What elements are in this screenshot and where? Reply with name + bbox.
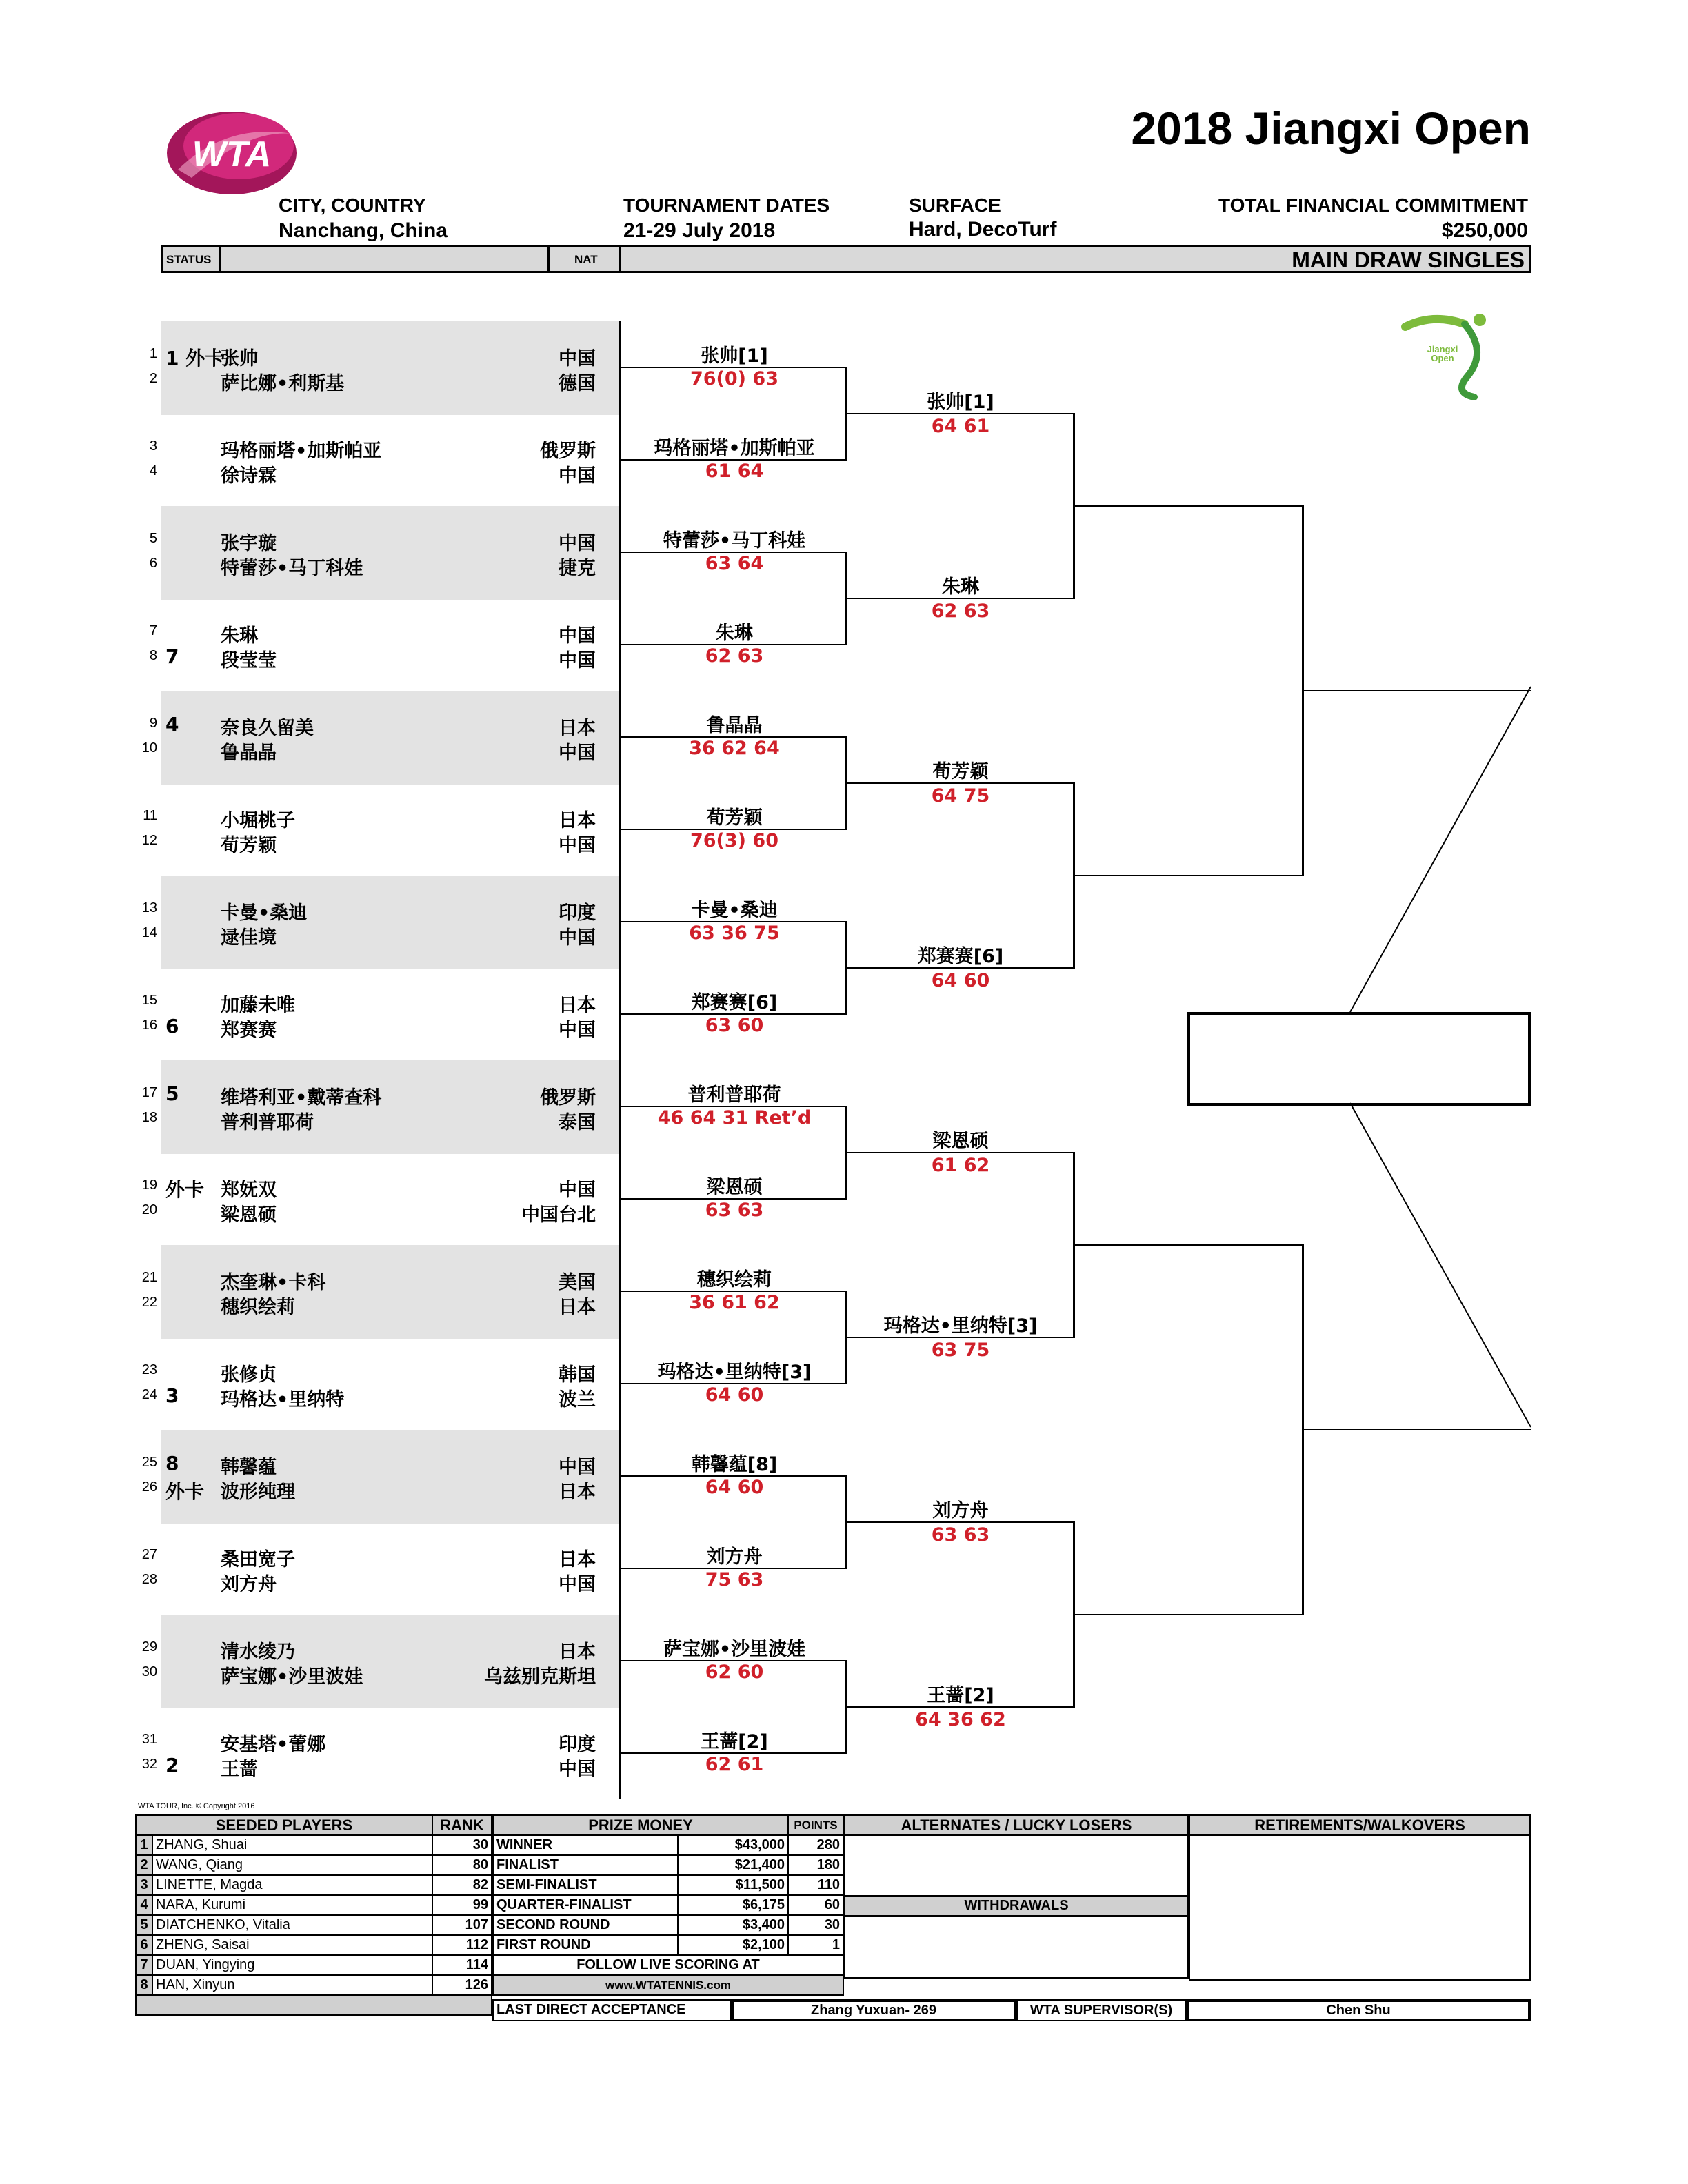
- round2-winner: 卡曼•桑迪: [691, 900, 778, 921]
- player-number: 18: [141, 1110, 157, 1125]
- prize-money: $43,000: [678, 1835, 788, 1855]
- seed-name: ZHENG, Saisai: [152, 1935, 432, 1955]
- draw-line: [1073, 875, 1303, 876]
- quarterfinal-winner: 朱琳: [942, 576, 979, 598]
- player-name: 郑赛赛: [221, 1020, 277, 1041]
- draw-line: [847, 782, 1074, 784]
- player-name: 郑妩双: [221, 1180, 277, 1201]
- player-nationality: 中国: [559, 1759, 596, 1780]
- draw-line: [847, 1521, 1074, 1523]
- quarterfinal-winner: 郑赛赛[6]: [917, 946, 1004, 967]
- draw-line: [847, 413, 1074, 414]
- player-number: 17: [141, 1085, 157, 1100]
- surface-label: SURFACE: [909, 194, 1001, 216]
- city-label: CITY, COUNTRY: [279, 194, 426, 216]
- player-name: 加藤未唯: [221, 995, 295, 1016]
- round2-score: 46 64 31 Ret’d: [657, 1107, 812, 1129]
- quarterfinal-score: 63 75: [931, 1339, 990, 1361]
- player-nationality: 日本: [559, 995, 596, 1016]
- player-name: 小堀桃子: [221, 810, 295, 831]
- player-number: 3: [149, 438, 157, 454]
- seed-number: 1: [136, 1835, 152, 1855]
- player-seed: 外卡: [165, 1480, 205, 1503]
- player-nationality: 印度: [559, 1734, 596, 1755]
- round2-score: 76(3) 60: [690, 830, 778, 851]
- round2-score: 63 64: [705, 553, 764, 574]
- seed-rank: 126: [432, 1975, 492, 1995]
- retirements-table: [1189, 1814, 1531, 1981]
- player-number: 4: [149, 463, 157, 478]
- seed-number: 5: [136, 1915, 152, 1935]
- player-name: 徐诗霖: [221, 465, 277, 487]
- nat-cell: [547, 245, 621, 273]
- round2-score: 62 61: [705, 1754, 764, 1775]
- round2-winner: 玛格达•里纳特[3]: [657, 1362, 812, 1383]
- wta-url[interactable]: www.WTATENNIS.com: [493, 1975, 843, 1995]
- prize-money: $11,500: [678, 1875, 788, 1895]
- draw-line: [1073, 1244, 1303, 1246]
- seed-number: 8: [136, 1975, 152, 1995]
- prize-points: 30: [788, 1915, 843, 1935]
- player-name: 普利普耶荷: [221, 1112, 314, 1133]
- player-name: 玛格丽塔•加斯帕亚: [221, 441, 382, 462]
- player-number: 28: [141, 1572, 157, 1587]
- player-seed: 1 外卡: [165, 347, 225, 370]
- player-nationality: 中国: [559, 1020, 596, 1041]
- player-name: 萨宝娜•沙里波娃: [221, 1666, 363, 1688]
- round2-score: 64 60: [705, 1384, 764, 1406]
- player-number: 19: [141, 1177, 157, 1193]
- prize-points: 180: [788, 1855, 843, 1875]
- seeded-player-row: [136, 1915, 492, 1935]
- seed-name: HAN, Xinyun: [152, 1975, 432, 1995]
- seed-rank: 80: [432, 1855, 492, 1875]
- quarterfinal-winner: 张帅[1]: [927, 392, 994, 413]
- quarterfinal-score: 64 75: [931, 785, 990, 807]
- player-name: 波形纯理: [221, 1482, 295, 1503]
- retirements-header: RETIREMENTS/WALKOVERS: [1189, 1815, 1530, 1835]
- round2-score: 75 63: [705, 1569, 764, 1590]
- player-nationality: 美国: [559, 1272, 596, 1293]
- player-seed: 6: [165, 1015, 179, 1038]
- prize-money: $21,400: [678, 1855, 788, 1875]
- round2-winner: 朱琳: [716, 623, 753, 644]
- player-name: 维塔利亚•戴蒂查科: [221, 1087, 382, 1109]
- round2-winner: 刘方舟: [706, 1546, 763, 1568]
- player-number: 31: [141, 1732, 157, 1747]
- player-nationality: 俄罗斯: [540, 1087, 596, 1109]
- prize-round: FINALIST: [493, 1855, 678, 1875]
- player-nationality: 乌兹别克斯坦: [484, 1666, 596, 1688]
- status-cell: [161, 245, 221, 273]
- points-header: POINTS: [788, 1815, 843, 1835]
- player-number: 2: [149, 371, 157, 386]
- player-number: 23: [141, 1362, 157, 1377]
- quarterfinal-winner: 梁恩硕: [932, 1131, 989, 1152]
- player-number: 21: [141, 1270, 157, 1285]
- round2-score: 36 61 62: [689, 1292, 780, 1313]
- quarterfinal-score: 64 61: [931, 416, 990, 437]
- seeded-header: SEEDED PLAYERS: [136, 1815, 432, 1835]
- seed-number: 7: [136, 1955, 152, 1975]
- seeded-player-row: [136, 1835, 492, 1855]
- draw-line: [847, 1337, 1074, 1338]
- player-number: 15: [141, 993, 157, 1008]
- player-number: 1: [149, 346, 157, 361]
- seed-rank: 82: [432, 1875, 492, 1895]
- dates-label: TOURNAMENT DATES: [623, 194, 830, 216]
- quarterfinal-score: 61 62: [931, 1155, 990, 1176]
- player-number: 29: [141, 1639, 157, 1655]
- player-nationality: 日本: [559, 1297, 596, 1318]
- player-number: 6: [149, 556, 157, 571]
- player-number: 26: [141, 1479, 157, 1495]
- wta-logo: [164, 109, 299, 197]
- copyright: WTA TOUR, Inc. © Copyright 2016: [138, 1802, 255, 1810]
- prize-row: [493, 1875, 843, 1895]
- player-name: 刘方舟: [221, 1574, 277, 1595]
- seed-name: DUAN, Yingying: [152, 1955, 432, 1975]
- commitment-label: TOTAL FINANCIAL COMMITMENT: [1218, 194, 1528, 216]
- prize-points: 1: [788, 1935, 843, 1955]
- player-nationality: 中国: [559, 742, 596, 764]
- player-name: 张帅: [221, 348, 258, 370]
- player-name: 特蕾莎•马丁科娃: [221, 558, 363, 579]
- seed-rank: 107: [432, 1915, 492, 1935]
- player-seed: 外卡: [165, 1178, 205, 1201]
- player-name: 张宇璇: [221, 533, 277, 554]
- seed-number: 3: [136, 1875, 152, 1895]
- seed-rank: 112: [432, 1935, 492, 1955]
- draw-line: [847, 1152, 1074, 1153]
- round2-score: 63 63: [705, 1200, 764, 1221]
- round2-score: 36 62 64: [689, 738, 780, 759]
- withdrawals-header: WITHDRAWALS: [845, 1896, 1188, 1916]
- prize-round: SEMI-FINALIST: [493, 1875, 678, 1895]
- player-seed: 7: [165, 645, 179, 668]
- prize-round: FIRST ROUND: [493, 1935, 678, 1955]
- player-number: 13: [141, 900, 157, 916]
- player-number: 30: [141, 1664, 157, 1679]
- round2-winner: 普利普耶荷: [687, 1084, 781, 1106]
- player-number: 24: [141, 1387, 157, 1402]
- prize-header: PRIZE MONEY: [493, 1815, 788, 1835]
- commitment-value: $250,000: [1441, 219, 1528, 242]
- player-seed: 4: [165, 713, 179, 736]
- jiangxi-open-logo: [1398, 310, 1502, 400]
- player-name: 杰奎琳•卡科: [221, 1272, 326, 1293]
- prize-points: 110: [788, 1875, 843, 1895]
- player-number: 11: [143, 808, 157, 823]
- prize-row: [493, 1915, 843, 1935]
- player-name: 安基塔•蕾娜: [221, 1734, 326, 1755]
- seed-number: 2: [136, 1855, 152, 1875]
- player-name: 荀芳颖: [221, 835, 277, 856]
- lda-value: Zhang Yuxuan- 269: [731, 1999, 1016, 2021]
- seed-name: DIATCHENKO, Vitalia: [152, 1915, 432, 1935]
- prize-money-table: [492, 1814, 844, 1996]
- lda-row: [492, 1999, 1531, 2021]
- player-nationality: 日本: [559, 1549, 596, 1570]
- seeded-player-row: [136, 1855, 492, 1875]
- lda-label: LAST DIRECT ACCEPTANCE: [492, 1999, 731, 2021]
- player-nationality: 日本: [559, 1482, 596, 1503]
- player-number: 5: [149, 531, 157, 546]
- player-nationality: 日本: [559, 1641, 596, 1663]
- player-number: 14: [141, 925, 157, 940]
- player-name: 桑田宽子: [221, 1549, 295, 1570]
- player-name: 韩馨蕴: [221, 1457, 277, 1478]
- player-number: 25: [141, 1455, 157, 1470]
- player-name: 张修贞: [221, 1364, 277, 1386]
- seeded-player-row: [136, 1935, 492, 1955]
- quarterfinal-score: 64 36 62: [915, 1709, 1006, 1730]
- player-seed: 2: [165, 1754, 179, 1777]
- player-nationality: 中国: [559, 1457, 596, 1478]
- surface-value: Hard, DecoTurf: [909, 218, 1057, 241]
- round2-winner: 荀芳颖: [706, 807, 763, 829]
- status-label: STATUS: [166, 253, 212, 266]
- player-name: 奈良久留美: [221, 718, 314, 739]
- player-nationality: 捷克: [559, 558, 596, 579]
- city-value: Nanchang, China: [279, 219, 448, 242]
- player-nationality: 中国: [559, 927, 596, 949]
- player-nationality: 中国: [559, 835, 596, 856]
- player-number: 12: [141, 833, 157, 848]
- player-nationality: 中国台北: [521, 1204, 596, 1226]
- player-nationality: 德国: [559, 373, 596, 394]
- seeded-player-row: [136, 1875, 492, 1895]
- round2-score: 61 64: [705, 461, 764, 482]
- round2-score: 63 36 75: [689, 922, 780, 944]
- draw-label: MAIN DRAW SINGLES: [1292, 247, 1525, 272]
- player-nationality: 韩国: [559, 1364, 596, 1386]
- round2-score: 62 60: [705, 1661, 764, 1683]
- seed-name: WANG, Qiang: [152, 1855, 432, 1875]
- player-nationality: 中国: [559, 650, 596, 671]
- player-number: 22: [141, 1295, 157, 1310]
- player-nationality: 日本: [559, 810, 596, 831]
- round2-winner: 梁恩硕: [706, 1177, 763, 1198]
- prize-money: $6,175: [678, 1895, 788, 1915]
- player-name: 穗织绘莉: [221, 1297, 295, 1318]
- player-name: 鲁晶晶: [221, 742, 277, 764]
- seed-number: 4: [136, 1895, 152, 1915]
- player-name: 王蔷: [221, 1759, 258, 1780]
- tournament-title: 2018 Jiangxi Open: [1131, 103, 1531, 154]
- player-nationality: 俄罗斯: [540, 441, 596, 462]
- seed-name: NARA, Kurumi: [152, 1895, 432, 1915]
- player-seed: 3: [165, 1384, 179, 1407]
- quarterfinal-score: 64 60: [931, 970, 990, 991]
- player-nationality: 中国: [559, 533, 596, 554]
- player-name: 逯佳境: [221, 927, 277, 949]
- prize-points: 280: [788, 1835, 843, 1855]
- player-number: 16: [141, 1018, 157, 1033]
- round2-score: 62 63: [705, 645, 764, 667]
- round2-winner: 鲁晶晶: [706, 715, 763, 736]
- wta-logo-text: WTA: [192, 134, 272, 174]
- player-number: 10: [141, 740, 157, 756]
- prize-row: [493, 1835, 843, 1855]
- round2-score: 64 60: [705, 1477, 764, 1498]
- quarterfinal-winner: 刘方舟: [932, 1500, 989, 1521]
- round2-score: 76(0) 63: [690, 368, 778, 390]
- player-name: 玛格达•里纳特: [221, 1389, 345, 1410]
- player-nationality: 中国: [559, 625, 596, 647]
- seed-number: 6: [136, 1935, 152, 1955]
- player-number: 8: [149, 648, 157, 663]
- player-number: 20: [141, 1202, 157, 1217]
- quarterfinal-winner: 王蔷[2]: [927, 1685, 994, 1706]
- quarterfinal-score: 63 63: [931, 1524, 990, 1546]
- seeded-player-row: [136, 1975, 492, 1995]
- draw-line: [1073, 505, 1303, 507]
- round2-winner: 萨宝娜•沙里波娃: [663, 1639, 806, 1660]
- prize-round: SECOND ROUND: [493, 1915, 678, 1935]
- round2-winner: 穗织绘莉: [697, 1269, 772, 1291]
- seed-name: LINETTE, Magda: [152, 1875, 432, 1895]
- round2-winner: 特蕾莎•马丁科娃: [663, 530, 806, 552]
- player-nationality: 日本: [559, 718, 596, 739]
- seed-rank: 99: [432, 1895, 492, 1915]
- round2-winner: 张帅[1]: [701, 345, 768, 367]
- rank-header: RANK: [432, 1815, 492, 1835]
- player-seed: 8: [165, 1452, 179, 1475]
- draw-line: [847, 1706, 1074, 1708]
- seed-rank: 114: [432, 1955, 492, 1975]
- quarterfinal-winner: 玛格达•里纳特[3]: [883, 1315, 1038, 1337]
- sponsor-logo-text: Jiangxi Open: [1427, 344, 1458, 363]
- player-name: 朱琳: [221, 625, 258, 647]
- alternates-header: ALTERNATES / LUCKY LOSERS: [845, 1815, 1188, 1835]
- draw-line: [847, 598, 1074, 599]
- dates-value: 21-29 July 2018: [623, 219, 776, 242]
- supervisor-value: Chen Shu: [1186, 1999, 1531, 2021]
- player-nationality: 中国: [559, 348, 596, 370]
- player-nationality: 中国: [559, 1574, 596, 1595]
- player-name: 萨比娜•利斯基: [221, 373, 345, 394]
- seeded-player-row: [136, 1895, 492, 1915]
- prize-row: [493, 1895, 843, 1915]
- final-lines: [1310, 676, 1531, 1441]
- draw-label-cell: [619, 245, 1531, 273]
- player-nationality: 中国: [559, 465, 596, 487]
- alternates-table: [844, 1814, 1189, 1979]
- player-number: 9: [149, 716, 157, 731]
- prize-row: [493, 1855, 843, 1875]
- player-number: 27: [141, 1547, 157, 1562]
- name-header-cell: [219, 245, 550, 273]
- seeded-players-table: [135, 1814, 492, 2016]
- supervisor-label: WTA SUPERVISOR(S): [1016, 1999, 1186, 2021]
- player-seed: 5: [165, 1082, 179, 1105]
- player-name: 清水绫乃: [221, 1641, 295, 1663]
- seeded-player-row: [136, 1955, 492, 1975]
- player-number: 7: [149, 623, 157, 638]
- prize-row: [493, 1935, 843, 1955]
- player-number: 32: [141, 1757, 157, 1772]
- prize-money: $2,100: [678, 1935, 788, 1955]
- draw-line: [1073, 1614, 1303, 1615]
- player-nationality: 波兰: [559, 1389, 596, 1410]
- player-name: 梁恩硕: [221, 1204, 277, 1226]
- prize-money: $3,400: [678, 1915, 788, 1935]
- prize-round: WINNER: [493, 1835, 678, 1855]
- round2-winner: 王蔷[2]: [701, 1731, 768, 1752]
- player-name: 卡曼•桑迪: [221, 902, 308, 924]
- round2-winner: 郑赛赛[6]: [691, 992, 778, 1013]
- nat-label: NAT: [574, 253, 598, 266]
- quarterfinal-score: 62 63: [931, 600, 990, 622]
- prize-points: 60: [788, 1895, 843, 1915]
- round2-winner: 玛格丽塔•加斯帕亚: [654, 438, 815, 459]
- quarterfinal-winner: 荀芳颖: [932, 761, 989, 782]
- follow-text: FOLLOW LIVE SCORING AT: [493, 1955, 843, 1975]
- seed-rank: 30: [432, 1835, 492, 1855]
- round2-winner: 韩馨蕴[8]: [691, 1454, 778, 1475]
- round2-score: 63 60: [705, 1015, 764, 1036]
- prize-round: QUARTER-FINALIST: [493, 1895, 678, 1915]
- player-name: 段莹莹: [221, 650, 277, 671]
- player-nationality: 泰国: [559, 1112, 596, 1133]
- player-nationality: 中国: [559, 1180, 596, 1201]
- draw-line: [847, 967, 1074, 969]
- seed-name: ZHANG, Shuai: [152, 1835, 432, 1855]
- player-nationality: 印度: [559, 902, 596, 924]
